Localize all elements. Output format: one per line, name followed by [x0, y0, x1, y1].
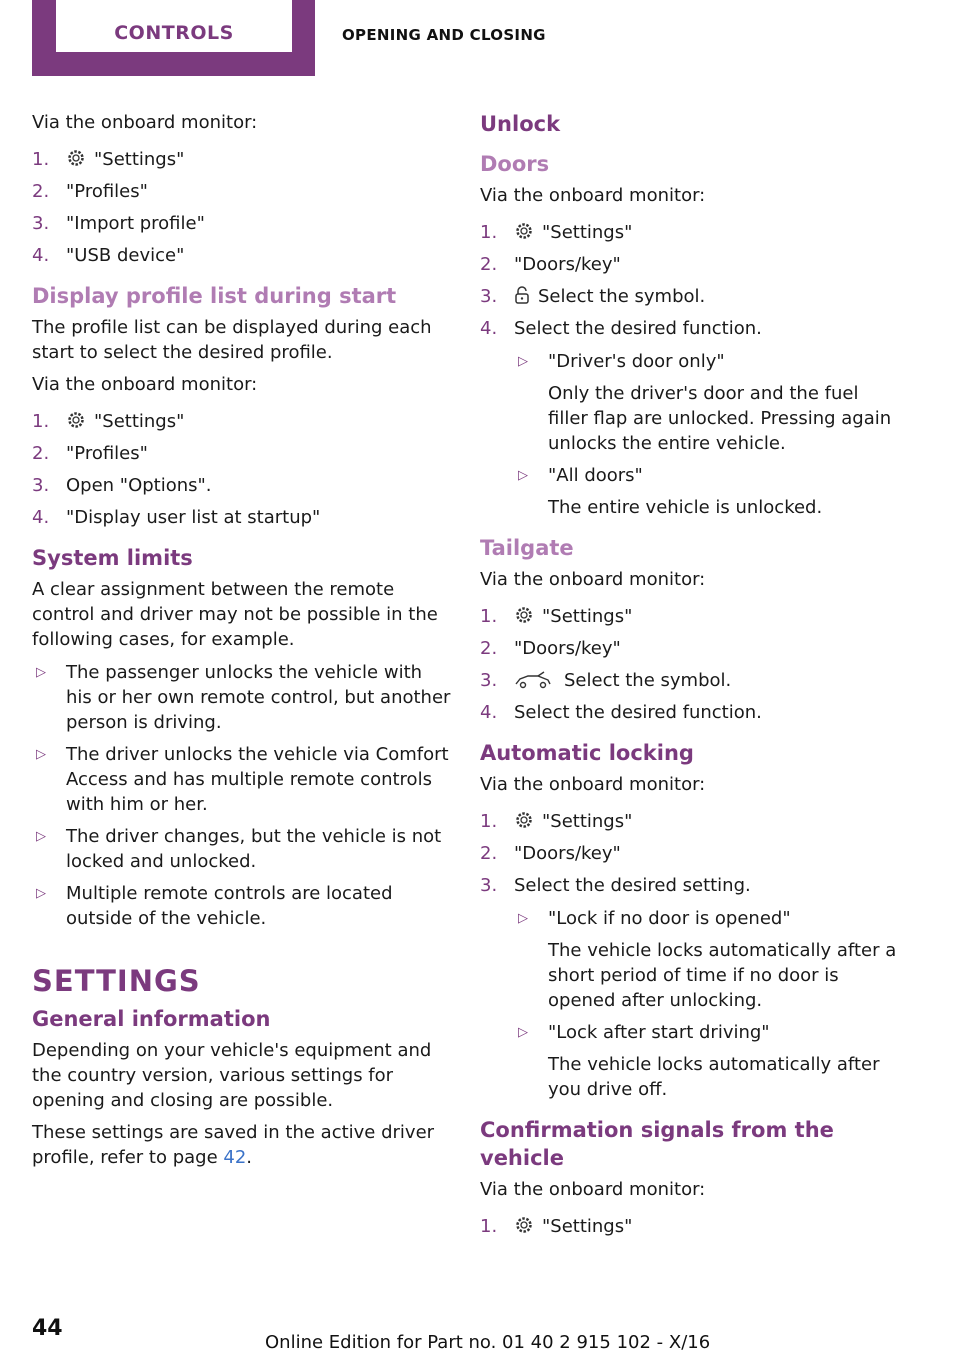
footer-edition: Online Edition for Part no. 01 40 2 915 102 - X/16: [265, 1332, 711, 1353]
section-title: OPENING AND CLOSING: [342, 26, 546, 44]
step-text: "Display user list at startup": [66, 507, 321, 528]
step-number: 3.: [32, 475, 50, 496]
limits-paragraph: A clear assignment between the remote control and driver may not be possible in the following cases, for example.: [32, 579, 438, 650]
page-number: 44: [32, 1316, 63, 1341]
option-description: The vehicle locks automatically after a short period of time if no door is opened after unlocking.: [548, 940, 897, 1011]
list-item: [32, 147, 452, 172]
list-item: [480, 252, 900, 277]
via-text: Via the onboard monitor:: [480, 569, 706, 590]
auto-steps: [480, 809, 900, 1102]
gear-icon: [514, 810, 534, 830]
import-steps: [32, 147, 452, 268]
step-text: "Settings": [94, 149, 185, 170]
list-item: [480, 809, 900, 834]
list-item: [480, 316, 900, 520]
door-options: [514, 349, 900, 520]
heading-general-info: General information: [32, 1007, 271, 1031]
via-text: Via the onboard monitor:: [32, 374, 258, 395]
step-text: Select the desired function.: [514, 702, 762, 723]
step-text: "Doors/key": [514, 843, 621, 864]
bullet-item: ▷ "Lock if no door is opened" The vehicle locks automatically after a short period of time if no door is opened after unlocking.: [514, 906, 900, 1013]
step-text: "Settings": [542, 222, 633, 243]
list-item: [32, 243, 452, 268]
step-text: "Settings": [94, 411, 185, 432]
step-number: 3.: [480, 875, 498, 896]
gear-icon: [66, 410, 86, 430]
step-text: Select the symbol.: [538, 286, 706, 307]
step-text: "Settings": [542, 606, 633, 627]
via-text: Via the onboard monitor:: [480, 774, 706, 795]
chapter-tab-label: CONTROLS: [56, 0, 292, 52]
step-text: "Settings": [542, 1216, 633, 1237]
option-description: The vehicle locks automatically after you drive off.: [548, 1054, 880, 1100]
option-description: The entire vehicle is unlocked.: [548, 497, 823, 518]
via-text: Via the onboard monitor:: [480, 1179, 706, 1200]
list-item: [32, 473, 452, 498]
general-paragraph: Depending on your vehicle's equipment and the country version, various settings for opening and closing are possible.: [32, 1040, 432, 1111]
step-number: 2.: [480, 254, 498, 275]
list-item: [480, 700, 900, 725]
bullet-item: ▷ The driver changes, but the vehicle is not locked and unlocked.: [36, 826, 442, 872]
step-text: "Import profile": [66, 213, 205, 234]
list-item: [480, 220, 900, 245]
display-steps: [32, 409, 452, 530]
intro-text: Via the onboard monitor:: [32, 112, 258, 133]
list-item: [32, 441, 452, 466]
step-number: 2.: [480, 843, 498, 864]
left-column: [32, 110, 452, 1177]
step-number: 3.: [480, 670, 498, 691]
heading-unlock: Unlock: [480, 112, 561, 136]
step-text: "Settings": [542, 811, 633, 832]
step-text: Select the symbol.: [564, 670, 732, 691]
heading-doors: Doors: [480, 152, 550, 176]
triangle-bullet-icon: ▷: [518, 468, 528, 483]
bullet-item: ▷ "Driver's door only" Only the driver's door and the fuel filler flap are unlocked. Pressing again unlocks the entire vehicle.: [514, 349, 900, 456]
bullet-item: ▷ "Lock after start driving" The vehicle locks automatically after you drive off.: [514, 1020, 900, 1102]
step-text: "Profiles": [66, 443, 148, 464]
limits-bullets: [32, 660, 452, 931]
car-tailgate-icon: [514, 671, 552, 689]
list-item: [32, 409, 452, 434]
via-text: Via the onboard monitor:: [480, 185, 706, 206]
step-number: 2.: [480, 638, 498, 659]
gear-icon: [66, 148, 86, 168]
right-column: [480, 110, 900, 1246]
triangle-bullet-icon: ▷: [518, 354, 528, 369]
step-number: 3.: [480, 286, 498, 307]
doors-steps: [480, 220, 900, 520]
bullet-item: ▷ Multiple remote controls are located outside of the vehicle.: [36, 883, 393, 929]
step-number: 2.: [32, 181, 50, 202]
list-item: [480, 873, 900, 1102]
step-number: 1.: [480, 606, 498, 627]
confirm-steps: [480, 1214, 900, 1239]
gear-icon: [514, 605, 534, 625]
step-number: 4.: [480, 318, 498, 339]
heading-automatic-locking: Automatic locking: [480, 741, 694, 765]
step-number: 4.: [480, 702, 498, 723]
list-item: [480, 841, 900, 866]
step-number: 4.: [32, 245, 50, 266]
list-item: [480, 1214, 900, 1239]
option-description: Only the driver's door and the fuel filler flap are unlocked. Pressing again unlocks the entire vehicle.: [548, 383, 892, 454]
triangle-bullet-icon: ▷: [36, 747, 46, 762]
triangle-bullet-icon: ▷: [518, 911, 528, 926]
step-number: 4.: [32, 507, 50, 528]
triangle-bullet-icon: ▷: [36, 829, 46, 844]
bullet-item: ▷ The passenger unlocks the vehicle with his or her own remote control, but another person is driving.: [36, 662, 451, 733]
step-text: Select the desired function.: [514, 318, 762, 339]
list-item: [480, 284, 900, 309]
list-item: [480, 636, 900, 661]
chapter-tab: [32, 0, 315, 76]
auto-options: [514, 906, 900, 1102]
step-number: 1.: [32, 411, 50, 432]
bullet-item: ▷ The driver unlocks the vehicle via Comfort Access and has multiple remote controls with him or her.: [36, 744, 449, 815]
step-text: Select the desired setting.: [514, 875, 751, 896]
step-number: 2.: [32, 443, 50, 464]
step-text: "Doors/key": [514, 638, 621, 659]
step-number: 1.: [480, 1216, 498, 1237]
step-text: "Profiles": [66, 181, 148, 202]
page-link[interactable]: 42: [223, 1147, 247, 1168]
gear-icon: [514, 221, 534, 241]
step-text: "USB device": [66, 245, 185, 266]
tailgate-steps: [480, 604, 900, 725]
triangle-bullet-icon: ▷: [36, 665, 46, 680]
gear-icon: [514, 1215, 534, 1235]
step-number: 1.: [480, 222, 498, 243]
heading-confirmation-signals: Confirmation signals from the vehicle: [480, 1118, 834, 1170]
list-item: [32, 179, 452, 204]
display-paragraph: The profile list can be displayed during each start to select the desired profile.: [32, 317, 432, 363]
list-item: [32, 211, 452, 236]
step-text: "Doors/key": [514, 254, 621, 275]
step-number: 3.: [32, 213, 50, 234]
heading-system-limits: System limits: [32, 546, 193, 570]
triangle-bullet-icon: ▷: [36, 886, 46, 901]
heading-settings: SETTINGS: [32, 964, 201, 998]
list-item: [480, 604, 900, 629]
step-number: 1.: [480, 811, 498, 832]
heading-display-profile: Display profile list during start: [32, 284, 397, 308]
step-number: 1.: [32, 149, 50, 170]
saved-paragraph: These settings are saved in the active driver profile, refer to page 42.: [32, 1122, 435, 1168]
heading-tailgate: Tailgate: [480, 536, 574, 560]
bullet-item: ▷ "All doors" The entire vehicle is unlocked.: [514, 463, 900, 520]
lock-icon: [514, 285, 530, 305]
triangle-bullet-icon: ▷: [518, 1025, 528, 1040]
list-item: [32, 505, 452, 530]
step-text: Open "Options".: [66, 475, 212, 496]
list-item: [480, 668, 900, 693]
